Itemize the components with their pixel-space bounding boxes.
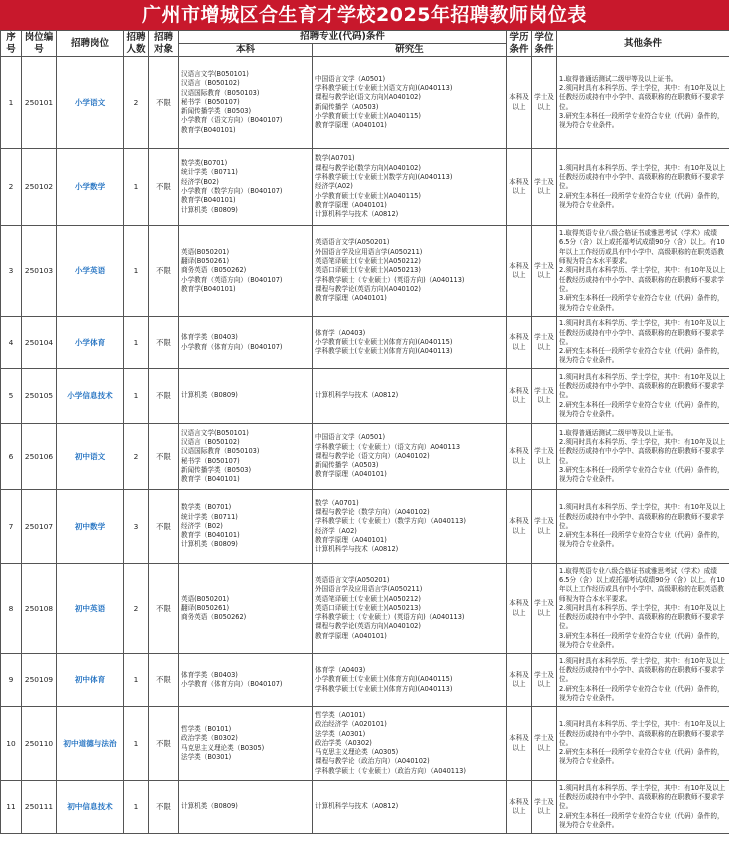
row-education: 本科及以上 (507, 317, 532, 369)
row-education: 本科及以上 (507, 490, 532, 564)
row-graduate-majors (313, 369, 507, 424)
major-item: 汉语国际教育（B050103) (181, 447, 260, 456)
major-item: 教育学(B040101) (181, 125, 236, 134)
condition-item: 2.研究生本科任一段所学专业符合专业（代码）条件的，视为符合专业条件。 (559, 684, 724, 702)
row-graduate-majors (313, 654, 507, 707)
row-count: 1 (124, 654, 149, 707)
row-other-conditions (557, 149, 729, 226)
condition-item: 2.须同时具有本科学历、学士学位，其中：有10年及以上任教经历或持有中小学中、高级职称的在职教师不要求学位。 (559, 83, 726, 111)
condition-item: 2.研究生本科任一段所学专业符合专业（代码）条件的，视为符合专业条件。 (559, 191, 724, 209)
major-item: 汉语言文学(B050101) (181, 69, 249, 78)
table-row (1, 564, 729, 654)
condition-item: 3.研究生本科任一段所学专业符合专业（代码）条件的，视为符合专业条件。 (559, 465, 724, 484)
major-item: 课程与教学论(数学方向)(A040102) (315, 163, 421, 172)
major-item: 英语语言文学(A050201) (315, 238, 390, 247)
row-seq: 6 (1, 424, 22, 490)
major-item: 小学教育（体育方向）（B040107) (181, 680, 283, 688)
major-item: 教育学(B040101) (181, 284, 236, 293)
major-item: 新闻传播学类（B0503) (181, 465, 252, 474)
major-item: 翻译(B050261) (181, 257, 230, 266)
table-row (1, 226, 729, 317)
row-graduate-majors (313, 424, 507, 490)
major-item: 教育学原理（A040101) (315, 121, 387, 130)
row-graduate-majors (313, 707, 507, 781)
condition-item: 1.取得英语专业八级合格证书或雅思考试（学术）成绩6.5分（含）以上或托福考试成绩90分（含）以上。有10年以上工作经历或具有中小学中、高级职称的在职英语教师视为符合本水平要求。 (559, 229, 725, 266)
header-target: 招聘对象 (149, 31, 179, 57)
major-item: 汉语国际教育（B050103) (181, 88, 260, 97)
major-item: 计算机科学与技术（A0812) (315, 545, 399, 554)
major-item: 小学教育硕士(专业硕士)(体育方向)(A040115) (315, 675, 453, 684)
row-other-conditions (557, 654, 729, 707)
major-item: 翻译(B050261) (181, 603, 230, 612)
major-item: 计算机科学与技术（A0812) (315, 802, 399, 811)
row-degree: 学士及以上 (532, 490, 557, 564)
row-degree: 学士及以上 (532, 424, 557, 490)
table-row (1, 424, 729, 490)
table-body (1, 57, 729, 834)
major-item: 秘书学（B050107) (181, 456, 240, 465)
page-title: 广州市增城区合生育才学校2025年招聘教师岗位表 (0, 0, 729, 30)
row-other-conditions (557, 369, 729, 424)
row-undergrad-majors (179, 424, 313, 490)
major-item: 教育学原理（A040101) (315, 294, 387, 303)
major-item: 汉语言（B050102) (181, 79, 240, 88)
row-seq: 9 (1, 654, 22, 707)
row-count: 1 (124, 226, 149, 317)
major-item: 马克思主义理论类（A0305) (315, 748, 399, 757)
row-education: 本科及以上 (507, 707, 532, 781)
condition-item: 3.研究生本科任一段所学专业符合专业（代码）条件的，视为符合专业条件。 (559, 111, 724, 130)
table-row (1, 149, 729, 226)
major-item: 计算机类（B0809) (181, 205, 238, 214)
major-item: 课程与教学论（数学方向）（A040102) (315, 507, 430, 516)
row-other-conditions (557, 707, 729, 781)
row-code: 250104 (22, 317, 57, 369)
major-item: 政治学类（A0302) (315, 738, 372, 747)
row-graduate-majors (313, 317, 507, 369)
row-other-conditions (557, 490, 729, 564)
major-item: 商务英语（B050262) (181, 266, 247, 275)
major-item: 计算机科学与技术（A0812) (315, 391, 399, 400)
row-target: 不限 (149, 654, 179, 707)
row-target: 不限 (149, 226, 179, 317)
header-graduate: 研究生 (313, 44, 507, 57)
major-item: 体育学（A0403) (315, 328, 366, 337)
row-undergrad-majors (179, 654, 313, 707)
major-item: 小学教育（语文方向）（B040107) (181, 116, 283, 125)
row-seq: 11 (1, 781, 22, 834)
table-row (1, 654, 729, 707)
row-undergrad-majors (179, 369, 313, 424)
header-other: 其他条件 (557, 31, 729, 57)
major-item: 汉语言文学(B050101) (181, 428, 249, 437)
condition-item: 1.须同时具有本科学历、学士学位，其中：有10年及以上任教经历或持有中小学中、高级职称的在职教师不要求学位。 (559, 372, 726, 400)
row-count: 1 (124, 781, 149, 834)
row-degree: 学士及以上 (532, 57, 557, 149)
row-education: 本科及以上 (507, 369, 532, 424)
major-item: 学科教学硕士（专业硕士）（语文方向）A040113 (315, 442, 461, 451)
row-undergrad-majors (179, 707, 313, 781)
condition-item: 1.须同时具有本科学历、学士学位，其中：有10年及以上任教经历或持有中小学中、高级职称的在职教师不要求学位。 (559, 720, 726, 747)
major-item: 小学教育（英语方向）（B040107) (181, 275, 283, 284)
major-item: 政治经济学（A020101) (315, 720, 387, 729)
row-count: 1 (124, 317, 149, 369)
major-item: 教育学原理（A040101) (315, 631, 387, 640)
row-degree: 学士及以上 (532, 564, 557, 654)
header-seq: 序号 (1, 31, 22, 57)
row-position: 初中英语 (57, 564, 124, 654)
row-target: 不限 (149, 564, 179, 654)
condition-item: 1.取得普通话测试二级甲等及以上证书。 (559, 74, 678, 83)
major-item: 小学教育硕士(专业硕士)(体育方向)(A040115) (315, 337, 453, 346)
table-row (1, 490, 729, 564)
row-undergrad-majors (179, 57, 313, 149)
row-code: 250101 (22, 57, 57, 149)
major-item: 法学类（A0301) (315, 729, 366, 738)
row-graduate-majors (313, 57, 507, 149)
row-undergrad-majors (179, 317, 313, 369)
table-row (1, 781, 729, 834)
condition-item: 3.研究生本科任一段所学专业符合专业（代码）条件的，视为符合专业条件。 (559, 294, 724, 312)
major-item: 经济学（B02) (181, 521, 223, 530)
condition-item: 1.须同时具有本科学历、学士学位，其中：有10年及以上任教经历或持有中小学中、高级职称的在职教师不要求学位。 (559, 503, 726, 530)
major-item: 小学教育硕士(专业硕士)(A040115) (315, 111, 421, 120)
row-count: 2 (124, 424, 149, 490)
row-degree: 学士及以上 (532, 317, 557, 369)
row-code: 250107 (22, 490, 57, 564)
major-item: 数学类（B0701) (181, 503, 232, 512)
condition-item: 2.研究生本科任一段所学专业符合专业（代码）条件的，视为符合专业条件。 (559, 748, 724, 766)
row-seq: 2 (1, 149, 22, 226)
row-code: 250110 (22, 707, 57, 781)
row-seq: 7 (1, 490, 22, 564)
row-graduate-majors (313, 149, 507, 226)
row-education: 本科及以上 (507, 654, 532, 707)
condition-item: 3.研究生本科任一段所学专业符合专业（代码）条件的，视为符合专业条件。 (559, 631, 724, 650)
row-target: 不限 (149, 781, 179, 834)
row-other-conditions (557, 317, 729, 369)
row-position: 初中数学 (57, 490, 124, 564)
header-code: 岗位编号 (22, 31, 57, 57)
row-graduate-majors (313, 226, 507, 317)
row-position: 初中信息技术 (57, 781, 124, 834)
table-row (1, 57, 729, 149)
row-degree: 学士及以上 (532, 226, 557, 317)
row-position: 初中语文 (57, 424, 124, 490)
major-item: 教育学(B040101) (181, 196, 236, 205)
row-code: 250102 (22, 149, 57, 226)
major-item: 中国语言文学（A0501) (315, 433, 386, 442)
major-item: 体育学类（B0403) (181, 670, 238, 679)
row-education: 本科及以上 (507, 564, 532, 654)
major-item: 秘书学（B050107) (181, 97, 240, 106)
major-item: 学科教学硕士(专业硕士)(体育方向)(A040113) (315, 684, 453, 693)
header-major-group: 招聘专业(代码)条件 (179, 31, 507, 44)
row-other-conditions (557, 226, 729, 317)
row-graduate-majors (313, 781, 507, 834)
condition-item: 2.须同时具有本科学历、学士学位，其中：有10年及以上任教经历或持有中小学中、高级职称的在职教师不要求学位。 (559, 266, 726, 293)
row-target: 不限 (149, 317, 179, 369)
row-degree: 学士及以上 (532, 149, 557, 226)
row-degree: 学士及以上 (532, 781, 557, 834)
major-item: 英语笔译硕士(专业硕士)(A050212) (315, 257, 421, 266)
major-item: 学科教学硕士(专业硕士)(语文方向)(A040113) (315, 83, 453, 92)
table-row (1, 707, 729, 781)
row-code: 250106 (22, 424, 57, 490)
condition-item: 2.研究生本科任一段所学专业符合专业（代码）条件的，视为符合专业条件。 (559, 531, 724, 549)
major-item: 外国语言学及应用语言学(A050211) (315, 585, 423, 594)
major-item: 计算机类（B0809) (181, 540, 238, 549)
major-item: 教育学（B040101) (181, 531, 240, 540)
major-item: 汉语言（B050102) (181, 437, 240, 446)
condition-item: 1.须同时具有本科学历、学士学位，其中：有10年及以上任教经历或持有中小学中、高级职称的在职教师不要求学位。 (559, 783, 726, 811)
condition-item: 1.须同时具有本科学历、学士学位，其中：有10年及以上任教经历或持有中小学中、高级职称的在职教师不要求学位。 (559, 319, 726, 346)
major-item: 教育学原理（A040101) (315, 470, 387, 479)
major-item: 英语语言文学(A050201) (315, 575, 390, 584)
major-item: 商务英语（B050262) (181, 613, 247, 622)
major-item: 小学教育（数学方向）（B040107) (181, 187, 283, 195)
row-seq: 3 (1, 226, 22, 317)
major-item: 哲学类（B0101) (181, 724, 232, 733)
major-item: 学科教学硕士（专业硕士）（政治方向）（A040113) (315, 766, 466, 775)
major-item: 哲学类（A0101) (315, 710, 366, 719)
row-code: 250105 (22, 369, 57, 424)
condition-item: 2.研究生本科任一段所学专业符合专业（代码）条件的，视为符合专业条件。 (559, 347, 724, 365)
row-other-conditions (557, 564, 729, 654)
row-graduate-majors (313, 564, 507, 654)
major-item: 统计学类（B0711) (181, 168, 238, 177)
row-count: 2 (124, 564, 149, 654)
row-seq: 10 (1, 707, 22, 781)
major-item: 新闻传播学类（B0503) (181, 107, 252, 116)
row-count: 2 (124, 57, 149, 149)
major-item: 外国语言学及应用语言学(A050211) (315, 247, 423, 256)
major-item: 计算机科学与技术（A0812) (315, 210, 399, 219)
row-position: 小学体育 (57, 317, 124, 369)
row-target: 不限 (149, 707, 179, 781)
major-item: 学科教学硕士(专业硕士)(体育方向)(A040113) (315, 347, 453, 356)
major-item: 体育学类（B0403) (181, 333, 238, 342)
row-count: 1 (124, 707, 149, 781)
major-item: 学科教学硕士(专业硕士)(数学方向)(A040113) (315, 173, 453, 182)
header-degree: 学位条件 (532, 31, 557, 57)
major-item: 学科教学硕士（专业硕士）（数学方向）（A040113) (315, 517, 466, 526)
row-target: 不限 (149, 490, 179, 564)
major-item: 英语笔译硕士(专业硕士)(A050212) (315, 594, 421, 603)
positions-table (0, 30, 729, 834)
major-item: 马克思主义理论类（B0305) (181, 743, 265, 752)
row-degree: 学士及以上 (532, 654, 557, 707)
major-item: 课程与教学论(英语方向)(A040102) (315, 622, 421, 631)
condition-item: 1.须同时具有本科学历、学士学位，其中：有10年及以上任教经历或持有中小学中、高级职称的在职教师不要求学位。 (559, 656, 726, 684)
row-position: 小学英语 (57, 226, 124, 317)
row-seq: 8 (1, 564, 22, 654)
row-graduate-majors (313, 490, 507, 564)
major-item: 新闻传播学（A0503) (315, 461, 379, 470)
row-position: 小学数学 (57, 149, 124, 226)
row-degree: 学士及以上 (532, 369, 557, 424)
row-education: 本科及以上 (507, 781, 532, 834)
major-item: 课程与教学论(语文方向)(A040102) (315, 93, 421, 102)
major-item: 法学类（B0301) (181, 752, 232, 761)
major-item: 课程与教学论（政治方向）（A040102) (315, 757, 430, 766)
row-target: 不限 (149, 424, 179, 490)
row-count: 1 (124, 369, 149, 424)
major-item: 课程与教学论（语文方向）（A040102) (315, 451, 430, 460)
major-item: 英语口译硕士(专业硕士)(A050213) (315, 603, 421, 612)
major-item: 政治学类（B0302) (181, 734, 238, 743)
major-item: 数学类(B0701) (181, 159, 228, 168)
major-item: 新闻传播学（A0503) (315, 102, 379, 111)
row-education: 本科及以上 (507, 57, 532, 149)
condition-item: 2.研究生本科任一段所学专业符合专业（代码）条件的，视为符合专业条件。 (559, 811, 724, 829)
header-undergrad: 本科 (179, 44, 313, 57)
major-item: 数学(A0701) (315, 154, 355, 163)
row-undergrad-majors (179, 781, 313, 834)
row-count: 1 (124, 149, 149, 226)
major-item: 中国语言文学（A0501) (315, 74, 386, 83)
major-item: 英语口译硕士(专业硕士)(A050213) (315, 266, 421, 275)
row-other-conditions (557, 57, 729, 149)
row-target: 不限 (149, 149, 179, 226)
row-seq: 1 (1, 57, 22, 149)
row-target: 不限 (149, 369, 179, 424)
header-position: 招聘岗位 (57, 31, 124, 57)
major-item: 学科教学硕士（专业硕士）(英语方向)（A040113) (315, 613, 465, 622)
condition-item: 1.取得英语专业八级合格证书或雅思考试（学术）成绩6.5分（含）以上或托福考试成绩90分（含）以上。有10年以上工作经历或具有中小学中、高级职称的在职英语教师视为符合本水平要求。 (559, 566, 725, 603)
major-item: 英语(B050201) (181, 594, 230, 603)
row-code: 250111 (22, 781, 57, 834)
major-item: 计算机类（B0809) (181, 802, 238, 811)
row-code: 250109 (22, 654, 57, 707)
row-education: 本科及以上 (507, 424, 532, 490)
condition-item: 1.取得普通话测试二级甲等及以上证书。 (559, 428, 678, 437)
row-other-conditions (557, 424, 729, 490)
condition-item: 2.须同时具有本科学历、学士学位，其中：有10年及以上任教经历或持有中小学中、高级职称的在职教师不要求学位。 (559, 603, 726, 631)
major-item: 经济学(A02) (315, 182, 353, 191)
condition-item: 1.须同时具有本科学历、学士学位，其中：有10年及以上任教经历或持有中小学中、高级职称的在职教师不要求学位。 (559, 163, 726, 191)
row-position: 小学信息技术 (57, 369, 124, 424)
row-education: 本科及以上 (507, 226, 532, 317)
major-item: 学科教学硕士（专业硕士）(英语方向)（A040113) (315, 275, 465, 284)
row-seq: 5 (1, 369, 22, 424)
major-item: 英语(B050201) (181, 247, 230, 256)
major-item: 体育学（A0403) (315, 666, 366, 675)
header-count: 招聘人数 (124, 31, 149, 57)
row-degree: 学士及以上 (532, 707, 557, 781)
row-other-conditions (557, 781, 729, 834)
major-item: 小学教育硕士(专业硕士)(A040115) (315, 191, 421, 200)
condition-item: 2.研究生本科任一段所学专业符合专业（代码）条件的，视为符合专业条件。 (559, 400, 724, 418)
major-item: 计算机类（B0809) (181, 391, 238, 400)
major-item: 教育学原理（A040101) (315, 200, 387, 209)
row-position: 初中体育 (57, 654, 124, 707)
row-education: 本科及以上 (507, 149, 532, 226)
table-row (1, 369, 729, 424)
major-item: 经济学（A02) (315, 526, 357, 535)
row-seq: 4 (1, 317, 22, 369)
header-education: 学历条件 (507, 31, 532, 57)
major-item: 教育学原理（A040101) (315, 535, 387, 544)
major-item: 课程与教学论(英语方向)(A040102) (315, 284, 421, 293)
table-row (1, 317, 729, 369)
row-position: 初中道德与法治 (57, 707, 124, 781)
row-target: 不限 (149, 57, 179, 149)
major-item: 数学（A0701) (315, 498, 359, 507)
row-position: 小学语文 (57, 57, 124, 149)
row-undergrad-majors (179, 149, 313, 226)
row-code: 250103 (22, 226, 57, 317)
row-code: 250108 (22, 564, 57, 654)
row-undergrad-majors (179, 564, 313, 654)
row-undergrad-majors (179, 490, 313, 564)
condition-item: 2.须同时具有本科学历、学士学位，其中：有10年及以上任教经历或持有中小学中、高级职称的在职教师不要求学位。 (559, 437, 726, 465)
major-item: 统计学类（B0711) (181, 512, 238, 521)
major-item: 小学教育（体育方向）（B040107) (181, 342, 283, 351)
major-item: 教育学（B040101) (181, 475, 240, 484)
row-undergrad-majors (179, 226, 313, 317)
row-count: 3 (124, 490, 149, 564)
major-item: 经济学(B02) (181, 177, 219, 186)
